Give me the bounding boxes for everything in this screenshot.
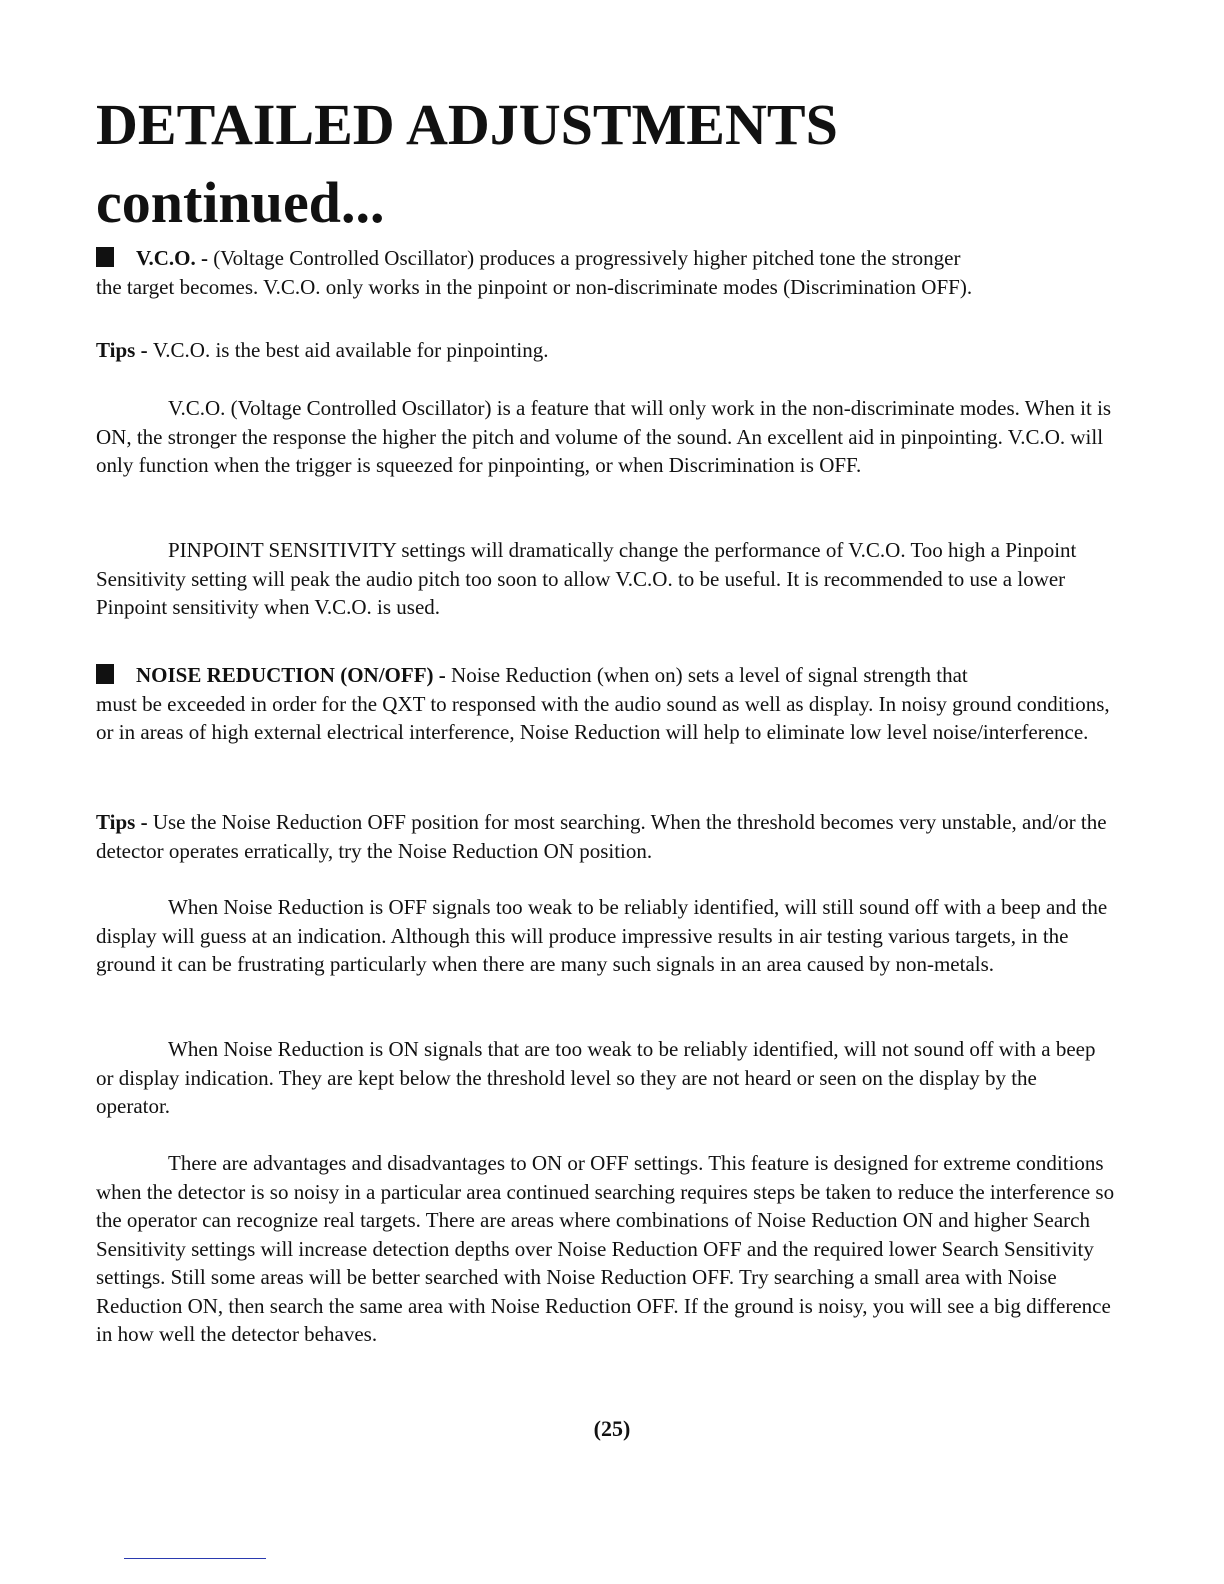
vco-tips	[96, 336, 1116, 365]
title-line-1: DETAILED ADJUSTMENTS	[96, 92, 838, 157]
noise-tips-label: Tips	[96, 810, 136, 834]
noise-paragraph-1: When Noise Reduction is OFF signals too weak to be reliably identified, will still sound off with a beep and the display will guess at an indication. Although this will produce impressive results in air testing various targets, in the ground it can be frustrating particularly when there are many such signals in an area caused by non-metals.	[96, 895, 1108, 976]
vco-tips-separator: -	[135, 338, 153, 362]
noise-reduction-separator: -	[433, 663, 452, 687]
bottom-rule	[124, 1558, 266, 1559]
page-number: (25)	[593, 1416, 631, 1441]
noise-reduction-term: NOISE REDUCTION (ON/OFF)	[136, 663, 434, 687]
vco-tips-label: Tips	[96, 338, 136, 362]
noise-tips-text: Use the Noise Reduction OFF position for most searching. When the threshold becomes very unstable, and/or the detector operates erratically, try the Noise Reduction ON position.	[96, 810, 1107, 863]
noise-paragraph-2: When Noise Reduction is ON signals that are too weak to be reliably identified, will not sound off with a beep or display indication. They are kept below the threshold level so they are not heard or seen on the display by the operator.	[96, 1037, 1096, 1118]
vco-definition-line1: (Voltage Controlled Oscillator) produces a progressively higher pitched tone the stronger	[213, 246, 961, 270]
vco-definition-rest: the target becomes. V.C.O. only works in the pinpoint or non-discriminate modes (Discrimination OFF).	[96, 274, 973, 299]
noise-reduction-line1: Noise Reduction (when on) sets a level of signal strength that	[451, 663, 968, 687]
page-title	[96, 86, 838, 242]
noise-tips	[96, 808, 1116, 865]
vco-separator: -	[195, 246, 214, 270]
vco-tips-text: V.C.O. is the best aid available for pinpointing.	[152, 338, 549, 362]
vco-term: V.C.O.	[136, 246, 196, 270]
noise-paragraph-3: There are advantages and disadvantages to ON or OFF settings. This feature is designed for extreme conditions when the detector is so noisy in a particular area continued searching requires steps be taken to reduce the interference so the operator can recognize real targets. There are areas where combinations of Noise Reduction ON and higher Search Sensitivity settings will increase detection depths over Noise Reduction OFF and the required lower Search Sensitivity settings. Still some areas will be better searched with Noise Reduction OFF. Try searching a small area with Noise Reduction ON, then search the same area with Noise Reduction OFF. If the ground is noisy, you will see a big difference in how well the detector behaves.	[96, 1151, 1115, 1346]
noise-reduction-definition	[96, 661, 1116, 747]
noise-tips-separator: -	[135, 810, 153, 834]
square-bullet-icon	[96, 664, 114, 684]
vco-paragraph-2: PINPOINT SENSITIVITY settings will dramatically change the performance of V.C.O. Too high a Pinpoint Sensitivity setting will peak the audio pitch too soon to allow V.C.O. to be useful. It is recommended to use a lower Pinpoint sensitivity when V.C.O. is used.	[96, 538, 1077, 619]
square-bullet-icon	[96, 247, 114, 267]
title-line-2: continued...	[96, 170, 385, 235]
vco-definition	[96, 244, 1116, 301]
noise-reduction-rest: must be exceeded in order for the QXT to responsed with the audio sound as well as display. In noisy ground conditions, or in areas of high external electrical interference, Noise Reduction will help to eliminate low level noise/interference.	[96, 691, 1110, 744]
vco-paragraph-1: V.C.O. (Voltage Controlled Oscillator) is a feature that will only work in the non-discriminate modes. When it is ON, the stronger the response the higher the pitch and volume of the sound. An excellent aid in pinpointing. V.C.O. will only function when the trigger is squeezed for pinpointing, or when Discrimination is OFF.	[96, 396, 1112, 477]
